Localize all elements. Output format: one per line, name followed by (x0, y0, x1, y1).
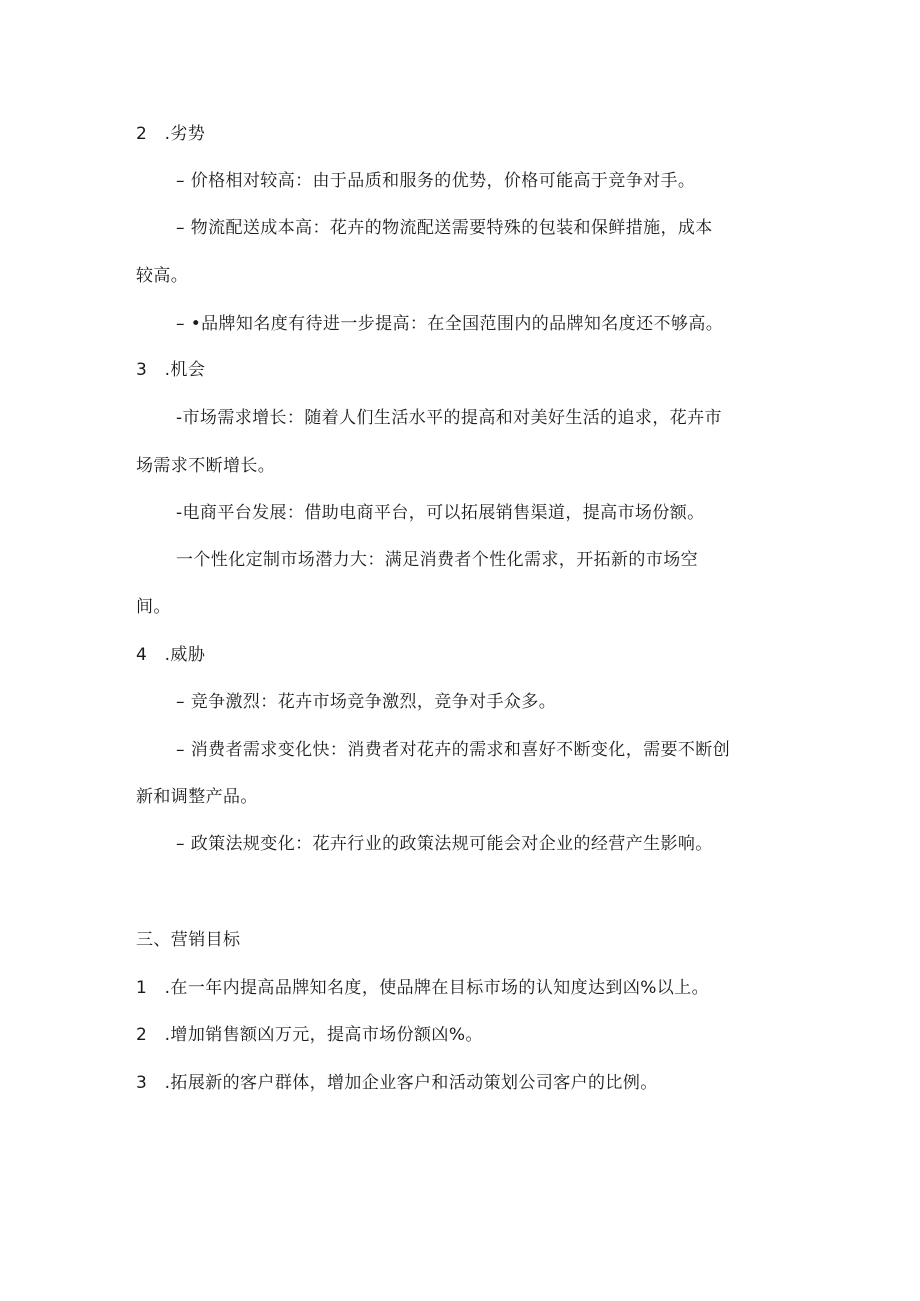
marketing-goal-3: 3 .拓展新的客户群体，增加企业客户和活动策划公司客户的比例。 (136, 1073, 658, 1093)
section-heading-weaknesses: 2 .劣势 (136, 124, 206, 144)
opportunity-item-demand-cont: 场需求不断增长。 (136, 456, 276, 476)
weakness-item-brand: – •品牌知名度有待进一步提高：在全国范围内的品牌知名度还不够高。 (176, 314, 724, 334)
threat-item-demand-change-cont: 新和调整产品。 (136, 787, 258, 807)
opportunity-item-ecommerce: -电商平台发展：借助电商平台，可以拓展销售渠道，提高市场份额。 (176, 503, 705, 523)
weakness-item-price: – 价格相对较高：由于品质和服务的优势，价格可能高于竞争对手。 (176, 171, 696, 191)
weakness-item-logistics: – 物流配送成本高：花卉的物流配送需要特殊的包装和保鲜措施，成本 (176, 218, 713, 238)
threat-item-demand-change: – 消费者需求变化快：消费者对花卉的需求和喜好不断变化，需要不断创 (176, 740, 731, 760)
threat-item-competition: – 竞争激烈：花卉市场竞争激烈，竞争对手众多。 (176, 692, 557, 712)
threat-item-policy: – 政策法规变化：花卉行业的政策法规可能会对企业的经营产生影响。 (176, 834, 713, 854)
section-heading-threats: 4 .威胁 (136, 645, 206, 665)
opportunity-item-custom-cont: 间。 (136, 597, 171, 617)
marketing-goal-2: 2 .增加销售额凶万元，提高市场份额凶%。 (136, 1025, 483, 1045)
opportunity-item-custom: 一个性化定制市场潜力大：满足消费者个性化需求，开拓新的市场空 (176, 550, 698, 570)
opportunity-item-demand: -市场需求增长：随着人们生活水平的提高和对美好生活的追求，花卉市 (176, 408, 722, 428)
section-heading-marketing-goals: 三、营销目标 (136, 930, 241, 950)
section-heading-opportunities: 3 .机会 (136, 360, 206, 380)
marketing-goal-1: 1 .在一年内提高品牌知名度，使品牌在目标市场的认知度达到凶%以上。 (136, 978, 709, 998)
weakness-item-logistics-cont: 较高。 (136, 266, 189, 286)
